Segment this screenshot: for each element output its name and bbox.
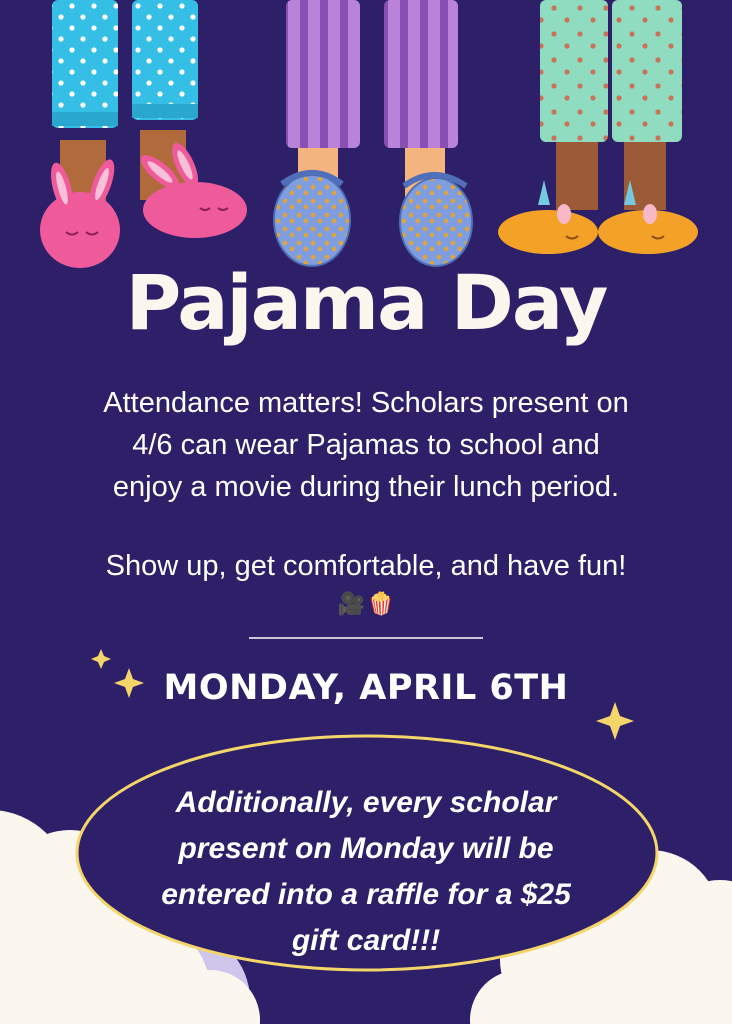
- raffle-line-1: Additionally, every scholar: [175, 786, 557, 819]
- movie-camera-icon: 🎥: [337, 591, 365, 616]
- popcorn-icon: 🍿: [367, 591, 395, 616]
- body-line-2: 4/6 can wear Pajamas to school and: [132, 429, 600, 461]
- raffle-line-4: gift card!!!: [291, 924, 441, 957]
- raffle-line-2: present on Monday will be: [178, 832, 554, 865]
- raffle-text: [130, 780, 602, 964]
- body-line-4: Show up, get comfortable, and have fun!: [105, 550, 627, 582]
- emoji-row: [0, 590, 732, 618]
- body-line-3: enjoy a movie during their lunch period.: [112, 471, 620, 503]
- raffle-line-3: entered into a raffle for a $25: [161, 878, 571, 911]
- event-date: MONDAY, APRIL 6TH: [163, 668, 569, 708]
- striped-pajamas-illustration: [274, 0, 472, 266]
- body-line-1: Attendance matters! Scholars present on: [103, 387, 629, 419]
- page-title: Pajama Day: [125, 258, 607, 347]
- bunny-slippers-illustration: [40, 0, 247, 268]
- unicorn-slippers-illustration: [498, 0, 698, 254]
